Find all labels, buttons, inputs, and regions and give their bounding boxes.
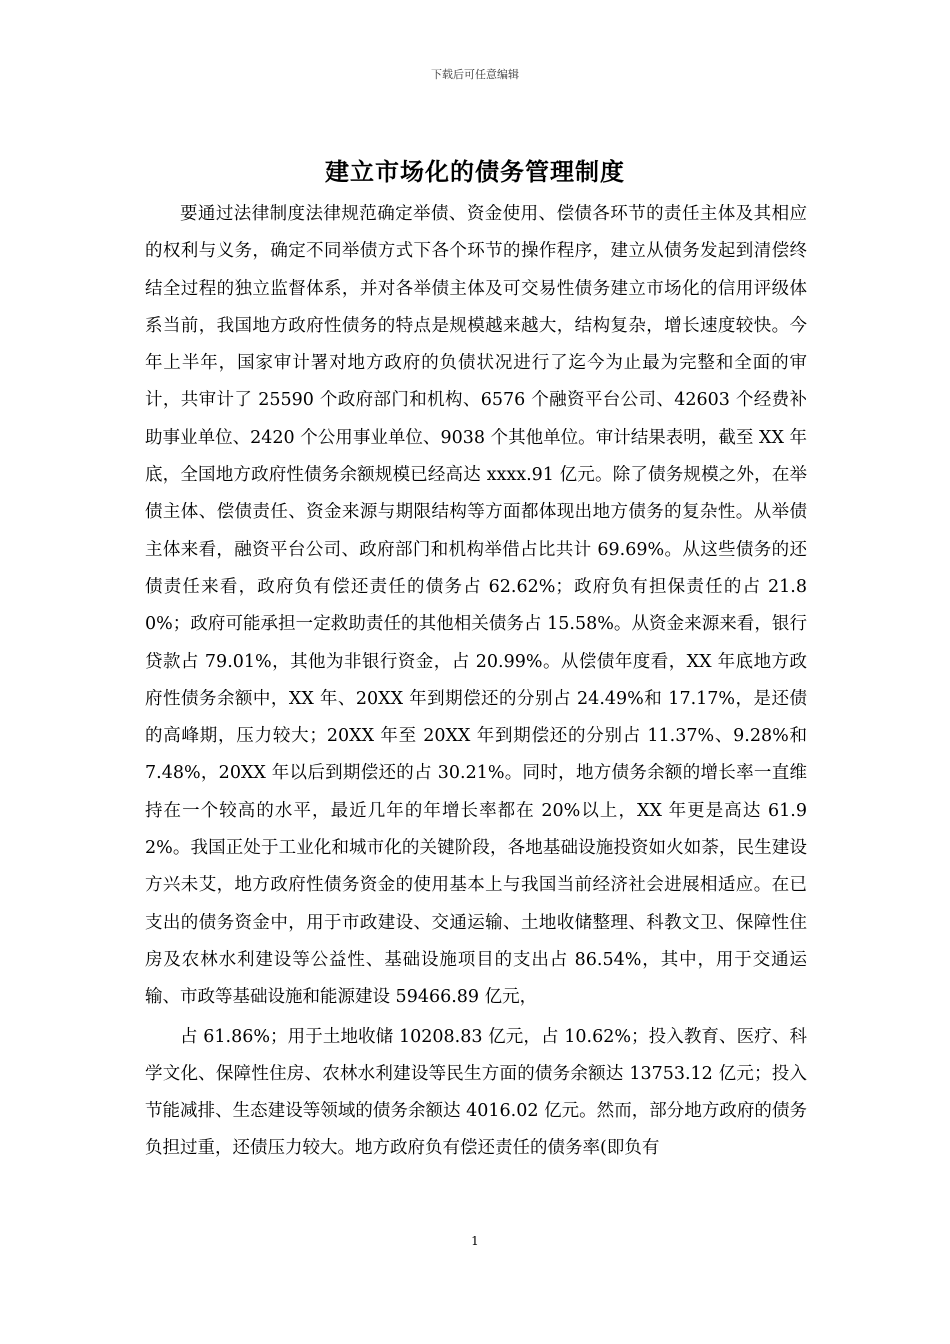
header-note: 下载后可任意编辑	[431, 68, 519, 81]
document-title: 建立市场化的债务管理制度	[325, 158, 625, 186]
document-body	[145, 196, 807, 1168]
paragraph-1: 要通过法律制度法律规范确定举债、资金使用、偿债各环节的责任主体及其相应的权利与义务，确定不同举债方式下各个环节的操作程序，建立从债务发起到清偿终结全过程的独立监督体系，并对各举债主体及可交易性债务建立市场化的信用评级体系当前，我国地方政府性债务的特点是规模越来越大，结构复杂，增长速度较快。今年上半年，国家审计署对地方政府的负债状况进行了迄今为止最为完整和全面的审计，共审计了 25590 个政府部门和机构、6576 个融资平台公司、42603 个经费补助事业单位、2420 个公用事业单位、9038 个其他单位。审计结果表明，截至 XX 年底，全国地方政府性债务余额规模已经高达 xxxx.91 亿元。除了债务规模之外，在举债主体、偿债责任、资金来源与期限结构等方面都体现出地方债务的复杂性。从举债主体来看，融资平台公司、政府部门和机构举借占比共计 69.69%。从这些债务的还债责任来看，政府负有偿还责任的债务占 62.62%；政府负有担保责任的占 21.80%；政府可能承担一定救助责任的其他相关债务占 15.58%。从资金来源来看，银行贷款占 79.01%，其他为非银行资金，占 20.99%。从偿债年度看，XX 年底地方政府性债务余额中，XX 年、20XX 年到期偿还的分别占 24.49%和 17.17%，是还债的高峰期，压力较大；20XX 年至 20XX 年到期偿还的分别占 11.37%、9.28%和 7.48%，20XX 年以后到期偿还的占 30.21%。同时，地方债务余额的增长率一直维持在一个较高的水平，最近几年的年增长率都在 20%以上，XX 年更是高达 61.92%。我国正处于工业化和城市化的关键阶段，各地基础设施投资如火如荼，民生建设方兴未艾，地方政府性债务资金的使用基本上与我国当前经济社会进展相适应。在已支出的债务资金中，用于市政建设、交通运输、土地收储整理、科教文卫、保障性住房及农林水利建设等公益性、基础设施项目的支出占 86.54%，其中，用于交通运输、市政等基础设施和能源建设 59466.89 亿元，	[145, 204, 807, 1008]
paragraph-2: 占 61.86%；用于土地收储 10208.83 亿元，占 10.62%；投入教育、医疗、科学文化、保障性住房、农林水利建设等民生方面的债务余额达 13753.12 亿元；投入节能减排、生态建设等领域的债务余额达 4016.02 亿元。然而，部分地方政府的债务负担过重，还债压力较大。地方政府负有偿还责任的债务率(即负有	[145, 1026, 807, 1159]
page-number: 1	[471, 1234, 479, 1248]
